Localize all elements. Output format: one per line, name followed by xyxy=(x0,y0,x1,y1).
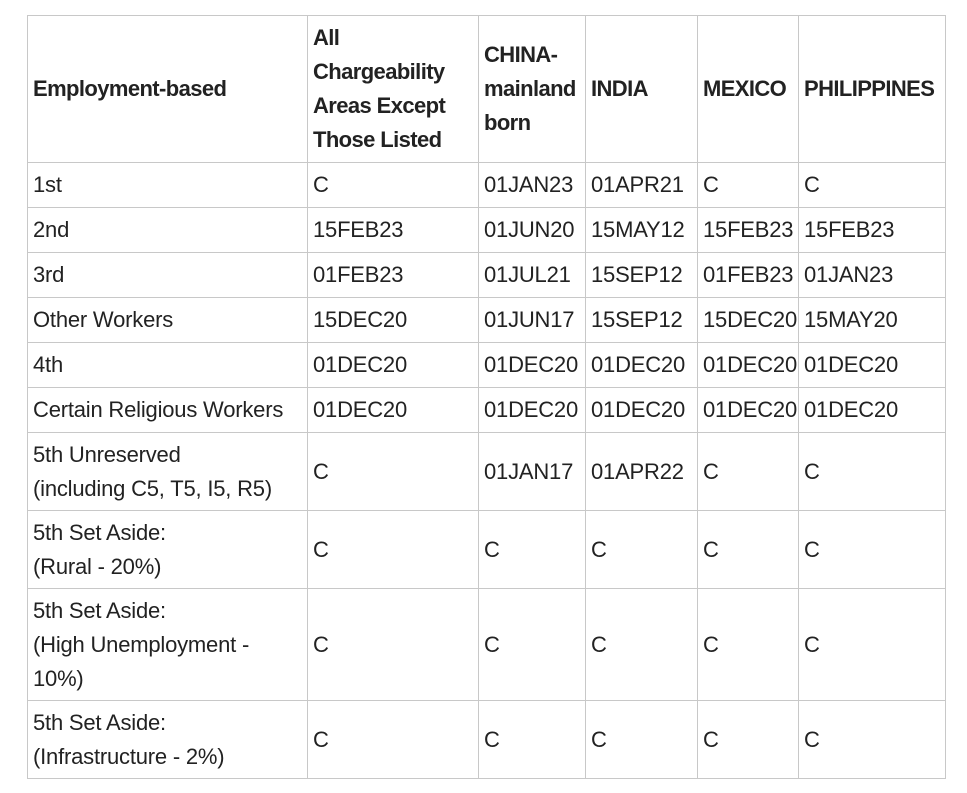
header-employment-based: Employment-based xyxy=(28,16,308,163)
table-row xyxy=(28,388,946,433)
category-cell: 5th Set Aside: (Rural - 20%) xyxy=(28,511,308,589)
header-mexico: MEXICO xyxy=(698,16,799,163)
date-cell: C xyxy=(308,433,479,511)
table-row xyxy=(28,163,946,208)
date-cell: 01DEC20 xyxy=(308,388,479,433)
table-row xyxy=(28,589,946,701)
date-cell: 15SEP12 xyxy=(586,298,698,343)
date-cell: 01APR22 xyxy=(586,433,698,511)
date-cell: C xyxy=(698,433,799,511)
date-cell: 01DEC20 xyxy=(586,343,698,388)
date-cell: C xyxy=(308,589,479,701)
date-cell: C xyxy=(586,511,698,589)
date-cell: 01DEC20 xyxy=(479,343,586,388)
date-cell: C xyxy=(479,589,586,701)
category-cell: 5th Set Aside: (Infrastructure - 2%) xyxy=(28,701,308,779)
table-row xyxy=(28,298,946,343)
date-cell: 01JUN17 xyxy=(479,298,586,343)
date-cell: 01DEC20 xyxy=(479,388,586,433)
date-cell: 15FEB23 xyxy=(698,208,799,253)
header-india: INDIA xyxy=(586,16,698,163)
date-cell: C xyxy=(479,701,586,779)
header-all-chargeability: All Chargeability Areas Except Those Listed xyxy=(308,16,479,163)
date-cell: C xyxy=(799,701,946,779)
date-cell: 15FEB23 xyxy=(799,208,946,253)
date-cell: C xyxy=(799,511,946,589)
date-cell: 01DEC20 xyxy=(586,388,698,433)
category-cell: 2nd xyxy=(28,208,308,253)
date-cell: 01JUL21 xyxy=(479,253,586,298)
visa-bulletin-table xyxy=(27,15,946,779)
header-china: CHINA-mainland born xyxy=(479,16,586,163)
date-cell: C xyxy=(698,589,799,701)
date-cell: 01JAN17 xyxy=(479,433,586,511)
header-philippines: PHILIPPINES xyxy=(799,16,946,163)
date-cell: 01DEC20 xyxy=(698,343,799,388)
date-cell: 01DEC20 xyxy=(799,343,946,388)
date-cell: C xyxy=(799,163,946,208)
table-row xyxy=(28,343,946,388)
date-cell: 15MAY12 xyxy=(586,208,698,253)
date-cell: 15DEC20 xyxy=(698,298,799,343)
table-row xyxy=(28,208,946,253)
date-cell: C xyxy=(586,589,698,701)
table-row xyxy=(28,511,946,589)
category-cell: 5th Set Aside: (High Unemployment - 10%) xyxy=(28,589,308,701)
table-row xyxy=(28,253,946,298)
category-cell: 5th Unreserved (including C5, T5, I5, R5) xyxy=(28,433,308,511)
table-row xyxy=(28,701,946,779)
date-cell: 01DEC20 xyxy=(308,343,479,388)
date-cell: 01JAN23 xyxy=(799,253,946,298)
date-cell: C xyxy=(799,589,946,701)
date-cell: 01APR21 xyxy=(586,163,698,208)
date-cell: 01DEC20 xyxy=(799,388,946,433)
table-header-row xyxy=(28,16,946,163)
date-cell: 15FEB23 xyxy=(308,208,479,253)
date-cell: C xyxy=(799,433,946,511)
date-cell: C xyxy=(308,701,479,779)
category-cell: 1st xyxy=(28,163,308,208)
date-cell: C xyxy=(479,511,586,589)
date-cell: 01JAN23 xyxy=(479,163,586,208)
date-cell: 15DEC20 xyxy=(308,298,479,343)
date-cell: C xyxy=(586,701,698,779)
date-cell: C xyxy=(698,163,799,208)
date-cell: 01FEB23 xyxy=(698,253,799,298)
category-cell: 3rd xyxy=(28,253,308,298)
date-cell: C xyxy=(698,511,799,589)
date-cell: 01FEB23 xyxy=(308,253,479,298)
date-cell: C xyxy=(698,701,799,779)
category-cell: Certain Religious Workers xyxy=(28,388,308,433)
date-cell: 01JUN20 xyxy=(479,208,586,253)
date-cell: 15SEP12 xyxy=(586,253,698,298)
category-cell: 4th xyxy=(28,343,308,388)
category-cell: Other Workers xyxy=(28,298,308,343)
date-cell: 01DEC20 xyxy=(698,388,799,433)
date-cell: C xyxy=(308,511,479,589)
date-cell: C xyxy=(308,163,479,208)
date-cell: 15MAY20 xyxy=(799,298,946,343)
table-row xyxy=(28,433,946,511)
